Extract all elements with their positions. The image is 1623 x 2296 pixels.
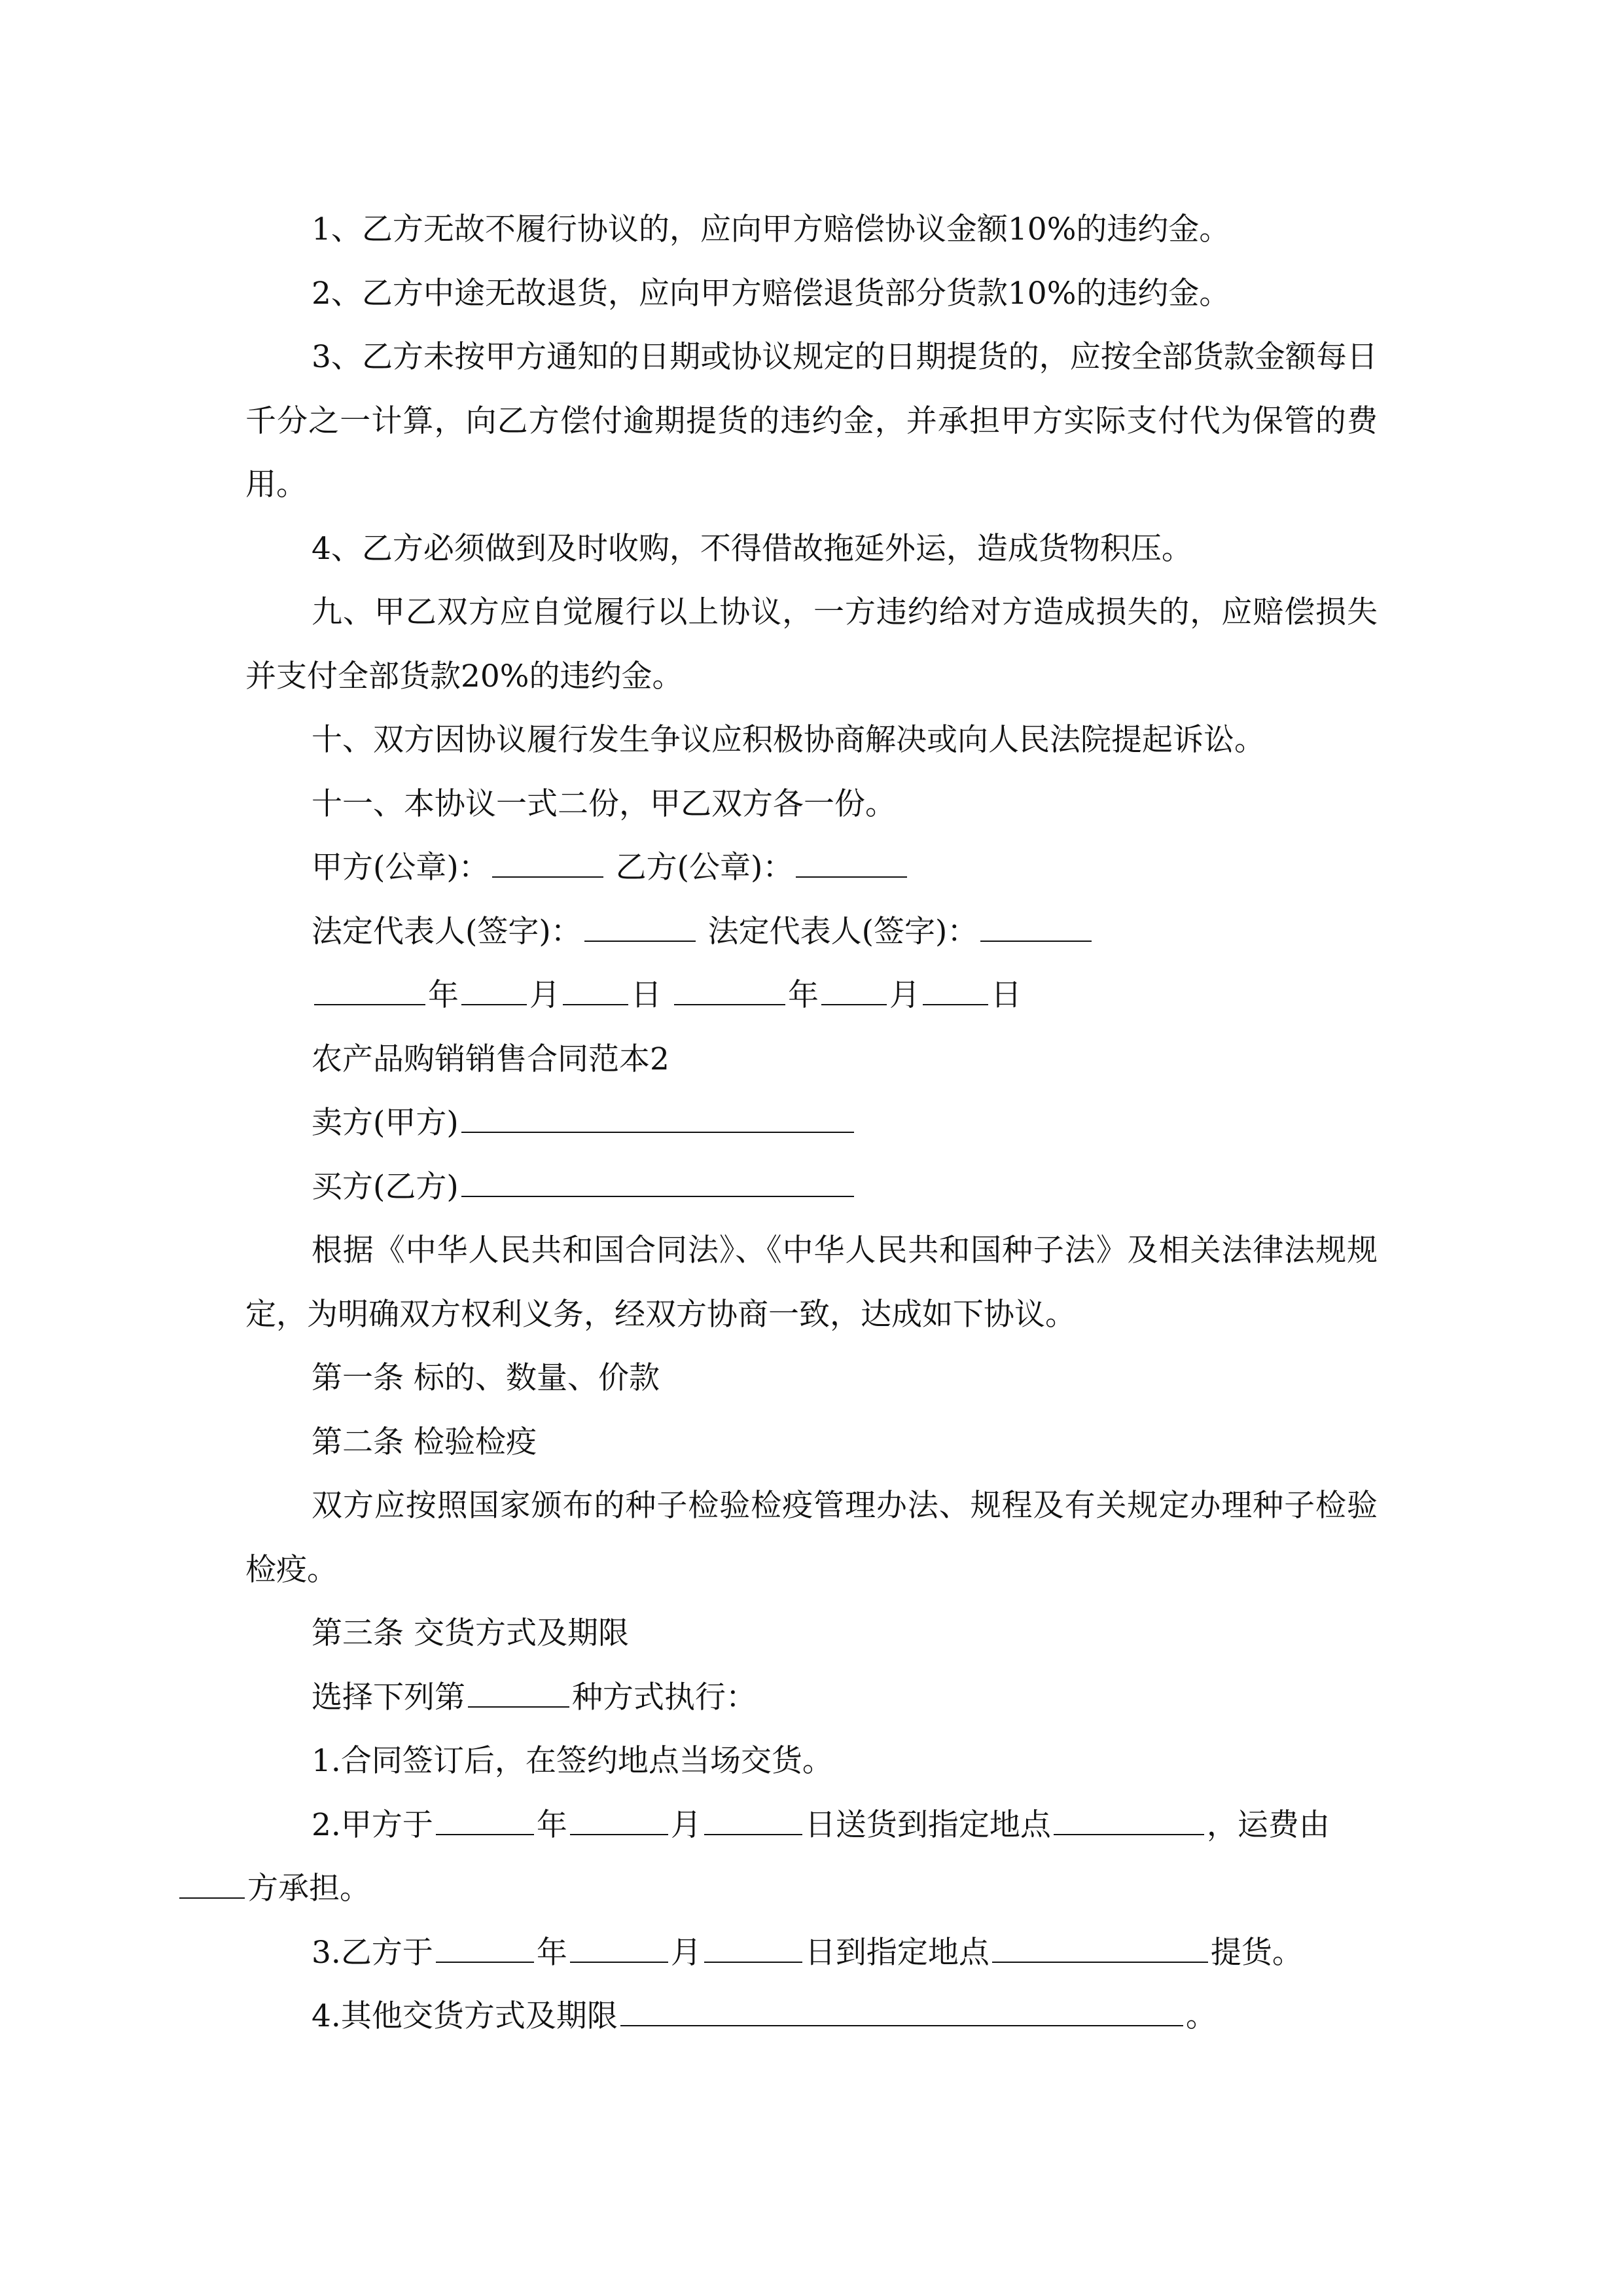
option-4-tail: 。 [1185,1998,1217,2034]
option-2-month-label: 月 [670,1806,702,1843]
option-3-year-blank [436,1961,534,1963]
article-3-heading: 第三条 交货方式及期限 [312,1615,629,1651]
seal-line [245,836,1378,900]
choose-label-a: 选择下列第 [312,1679,465,1715]
date-a-year-blank [314,1003,425,1005]
date-line [245,963,1378,1028]
year-label-b: 年 [787,977,819,1013]
day-label-a: 日 [631,977,662,1013]
option-2-place-label: 日送货到指定地点 [804,1806,1051,1843]
option-3 [245,1921,1378,1985]
option-2-freight-label: ，运费由 [1206,1806,1330,1843]
intro-paragraph: 根据《中华人民共和国合同法》、《中华人民共和国种子法》及相关法律法规规定，为明确双方权利义务，经双方协商一致，达成如下协议。 [245,1232,1378,1333]
option-4-blank [620,2024,1183,2026]
option-3-day-blank [704,1961,802,1963]
buyer-line [245,1155,1378,1219]
seller-blank [461,1131,854,1133]
option-2-lead: 2.甲方于 [312,1806,433,1843]
rep-a-blank [584,940,696,942]
option-2 [245,1793,1378,1921]
month-label-b: 月 [889,977,920,1013]
option-2-party-blank [179,1897,245,1899]
option-3-month-label: 月 [670,1934,702,1971]
document-body [245,198,1378,2049]
choose-line [245,1666,1378,1730]
option-2-place-blank [1054,1833,1204,1835]
clause-1: 1、乙方无故不履行协议的，应向甲方赔偿协议金额10%的违约金。 [312,211,1230,247]
date-b-year-blank [674,1003,785,1005]
article-1-heading: 第一条 标的、数量、价款 [312,1360,660,1396]
party-b-seal-label: 乙方(公章)： [615,850,794,886]
party-a-seal-label: 甲方(公章)： [312,850,490,886]
clause-3: 3、乙方未按甲方通知的日期或协议规定的日期提货的，应按全部货款金额每日千分之一计算，向乙方偿付逾期提货的违约金，并承担甲方实际支付代为保管的费用。 [245,339,1378,503]
year-label-a: 年 [428,977,459,1013]
option-2-tail: 方承担。 [247,1871,370,1907]
option-4 [245,1984,1378,2049]
contract-title-2: 农产品购销销售合同范本2 [312,1041,669,1077]
option-4-lead: 4.其他交货方式及期限 [312,1998,618,2034]
clause-10: 十、双方因协议履行发生争议应积极协商解决或向人民法院提起诉讼。 [312,722,1265,758]
option-2-month-blank [570,1833,668,1835]
day-label-b: 日 [990,977,1022,1013]
article-2-heading: 第二条 检验检疫 [312,1424,537,1460]
rep-b-blank [980,940,1092,942]
clause-9: 九、甲乙双方应自觉履行以上协议，一方违约给对方造成损失的，应赔偿损失并支付全部货款20%的违约金。 [245,594,1378,694]
choose-blank [468,1706,569,1708]
seller-line [245,1091,1378,1155]
clause-4: 4、乙方必须做到及时收购，不得借故拖延外运，造成货物积压。 [312,530,1192,567]
option-2-day-blank [704,1833,802,1835]
option-3-place-label: 日到指定地点 [804,1934,990,1971]
option-3-place-blank [992,1961,1208,1963]
clause-2: 2、乙方中途无故退货，应向甲方赔偿退货部分货款10%的违约金。 [312,275,1230,312]
date-b-day-blank [923,1003,988,1005]
option-3-tail: 提货。 [1210,1934,1303,1971]
party-b-seal-blank [796,876,907,878]
party-a-seal-blank [492,876,603,878]
option-3-year-label: 年 [536,1934,567,1971]
date-b-month-blank [821,1003,887,1005]
clause-11: 十一、本协议一式二份，甲乙双方各一份。 [312,785,896,822]
rep-b-label: 法定代表人(签字)： [707,913,978,950]
option-3-lead: 3.乙方于 [312,1934,433,1971]
buyer-blank [461,1195,854,1197]
date-a-month-blank [461,1003,527,1005]
date-a-day-blank [563,1003,628,1005]
article-2-text: 双方应按照国家颁布的种子检验检疫管理办法、规程及有关规定办理种子检验检疫。 [245,1488,1378,1588]
seller-label: 卖方(甲方) [312,1105,459,1141]
option-1: 1.合同签订后，在签约地点当场交货。 [312,1743,833,1779]
option-3-month-blank [570,1961,668,1963]
month-label-a: 月 [529,977,560,1013]
buyer-label: 买方(乙方) [312,1168,459,1205]
option-2-year-label: 年 [536,1806,567,1843]
choose-label-b: 种方式执行： [572,1679,757,1715]
option-2-year-blank [436,1833,534,1835]
rep-line [245,900,1378,964]
rep-a-label: 法定代表人(签字)： [312,913,582,950]
